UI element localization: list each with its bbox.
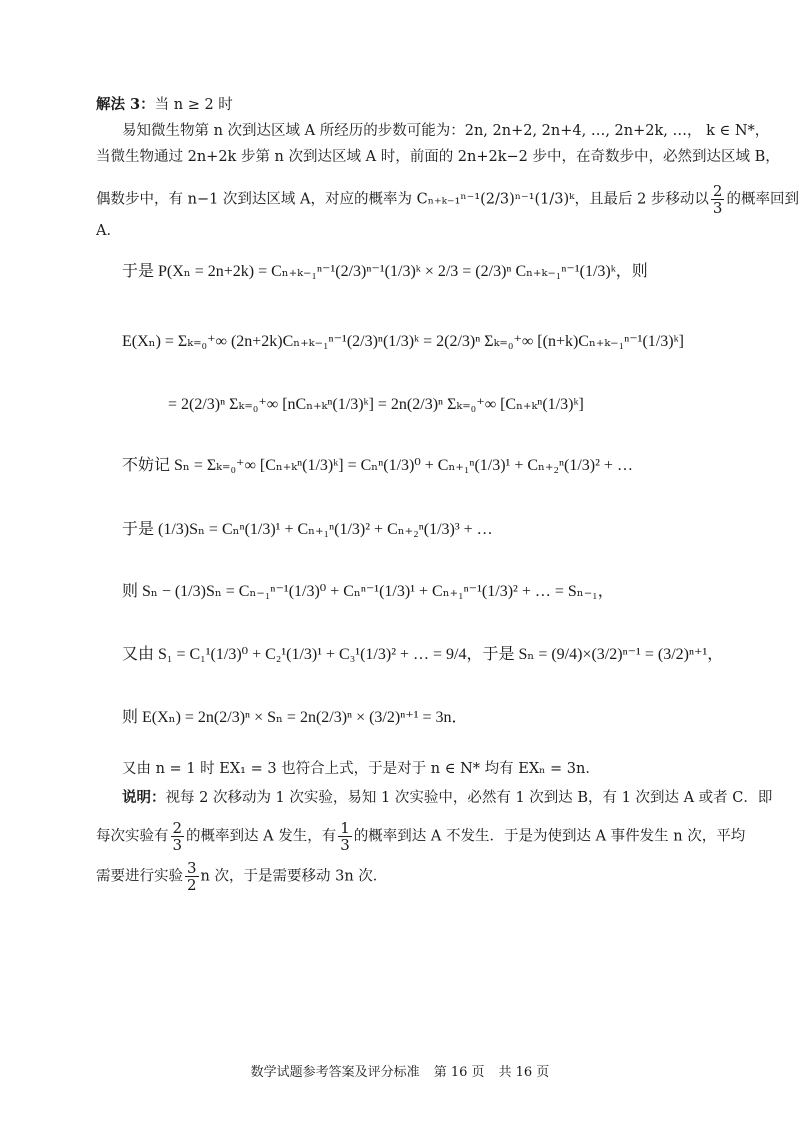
equation-expectation: E(Xₙ) = Σₖ₌₀⁺∞ (2n+2k)Cₙ₊ₖ₋₁ⁿ⁻¹(2/3)ⁿ(1/3)ᵏ = 2(2/3)ⁿ Σₖ₌₀⁺∞ [(n+k)Cₙ₊ₖ₋₁ⁿ⁻¹(1/3)ᵏ] <box>122 333 684 350</box>
text-line-odd-steps: 当微生物通过 2n+2k 步第 n 次到达区域 A 时，前面的 2n+2k−2 步中，在奇数步中，必然到达区域 B， <box>96 149 780 165</box>
equation-sn-recursion: 则 Sₙ − (1/3)Sₙ = Cₙ₋₁ⁿ⁻¹(1/3)⁰ + Cₙⁿ⁻¹(1/3)¹ + Cₙ₊₁ⁿ⁻¹(1/3)² + … = Sₙ₋₁， <box>122 583 614 600</box>
note-text-2c: 的概率到达 A 不发生．于是为使到达 A 事件发生 n 次，平均 <box>353 828 746 845</box>
fraction-one-third-note: $\frac{1}{3}$ <box>340 819 350 854</box>
note-text-3b: n 次，于是需要移动 3n 次． <box>200 868 388 885</box>
solution-heading <box>96 95 233 115</box>
equation-s1-value: 又由 S₁ = C₁¹(1/3)⁰ + C₂¹(1/3)¹ + C₃¹(1/3)² + … = 9/4，于是 Sₙ = (9/4)×(3/2)ⁿ⁻¹ = (3/2)ⁿ⁺¹， <box>122 646 724 663</box>
footer-title: 数学试题参考答案及评分标准 <box>250 1065 420 1080</box>
note-line-2 <box>96 820 745 853</box>
note-text-2b: 的概率到达 A 发生，有 <box>186 828 337 845</box>
equation-expectation-result: 则 E(Xₙ) = 2n(2/3)ⁿ × Sₙ = 2n(2/3)ⁿ × (3/2)ⁿ⁺¹ = 3n． <box>122 709 468 726</box>
equation-probability: 于是 P(Xₙ = 2n+2k) = Cₙ₊ₖ₋₁ⁿ⁻¹(2/3)ⁿ⁻¹(1/3)ᵏ × 2/3 = (2/3)ⁿ Cₙ₊ₖ₋₁ⁿ⁻¹(1/3)ᵏ，则 <box>122 263 648 280</box>
note-line-1 <box>122 788 772 808</box>
equation-sn-definition: 不妨记 Sₙ = Σₖ₌₀⁺∞ [Cₙ₊ₖⁿ(1/3)ᵏ] = Cₙⁿ(1/3)⁰ + Cₙ₊₁ⁿ(1/3)¹ + Cₙ₊₂ⁿ(1/3)² + … <box>122 457 633 474</box>
probability-text: 偶数步中，有 n−1 次到达区域 A，对应的概率为 Cₙ₊ₖ₋₁ⁿ⁻¹(2/3)ⁿ⁻¹(1/3)ᵏ，且最后 2 步移动以 <box>96 191 709 208</box>
note-text-3a: 需要进行实验 <box>96 868 183 885</box>
text-line-steps: 易知微生物第 n 次到达区域 A 所经历的步数可能为：2n, 2n+2, 2n+4, …, 2n+2k, …， k ∈ N*， <box>122 123 770 139</box>
note-label: 说明： <box>122 789 166 806</box>
equation-third-sn: 于是 (1/3)Sₙ = Cₙⁿ(1/3)¹ + Cₙ₊₁ⁿ(1/3)² + Cₙ₊₂ⁿ(1/3)³ + … <box>122 521 493 538</box>
text-line-conclusion: 又由 n = 1 时 EX₁ = 3 也符合上式，于是对于 n ∈ N* 均有 EXₙ = 3n． <box>122 761 600 777</box>
note-line-3 <box>96 860 387 893</box>
probability-text-end: 的概率回到 <box>726 191 799 208</box>
solution-condition: 当 n ≥ 2 时 <box>154 97 233 113</box>
footer-page-total: 共 16 页 <box>498 1065 550 1080</box>
page-footer <box>0 1061 800 1080</box>
note-text-2a: 每次实验有 <box>96 828 169 845</box>
solution-label: 解法 3： <box>96 96 155 113</box>
fraction-two-thirds: $\frac{2}{3}$ <box>712 182 723 217</box>
text-line-region-a: A． <box>96 223 121 239</box>
equation-expectation-simplified: = 2(2/3)ⁿ Σₖ₌₀⁺∞ [nCₙ₊ₖⁿ(1/3)ᵏ] = 2n(2/3)ⁿ Σₖ₌₀⁺∞ [Cₙ₊ₖⁿ(1/3)ᵏ] <box>168 396 584 413</box>
text-line-probability <box>96 183 799 216</box>
note-text-1: 视每 2 次移动为 1 次实验，易知 1 次实验中，必然有 1 次到达 B，有 1 次到达 A 或者 C．即 <box>165 790 773 806</box>
fraction-three-halves-note: $\frac{3}{2}$ <box>187 859 197 894</box>
fraction-two-thirds-note: $\frac{2}{3}$ <box>172 819 183 854</box>
footer-page-number: 第 16 页 <box>433 1065 485 1080</box>
